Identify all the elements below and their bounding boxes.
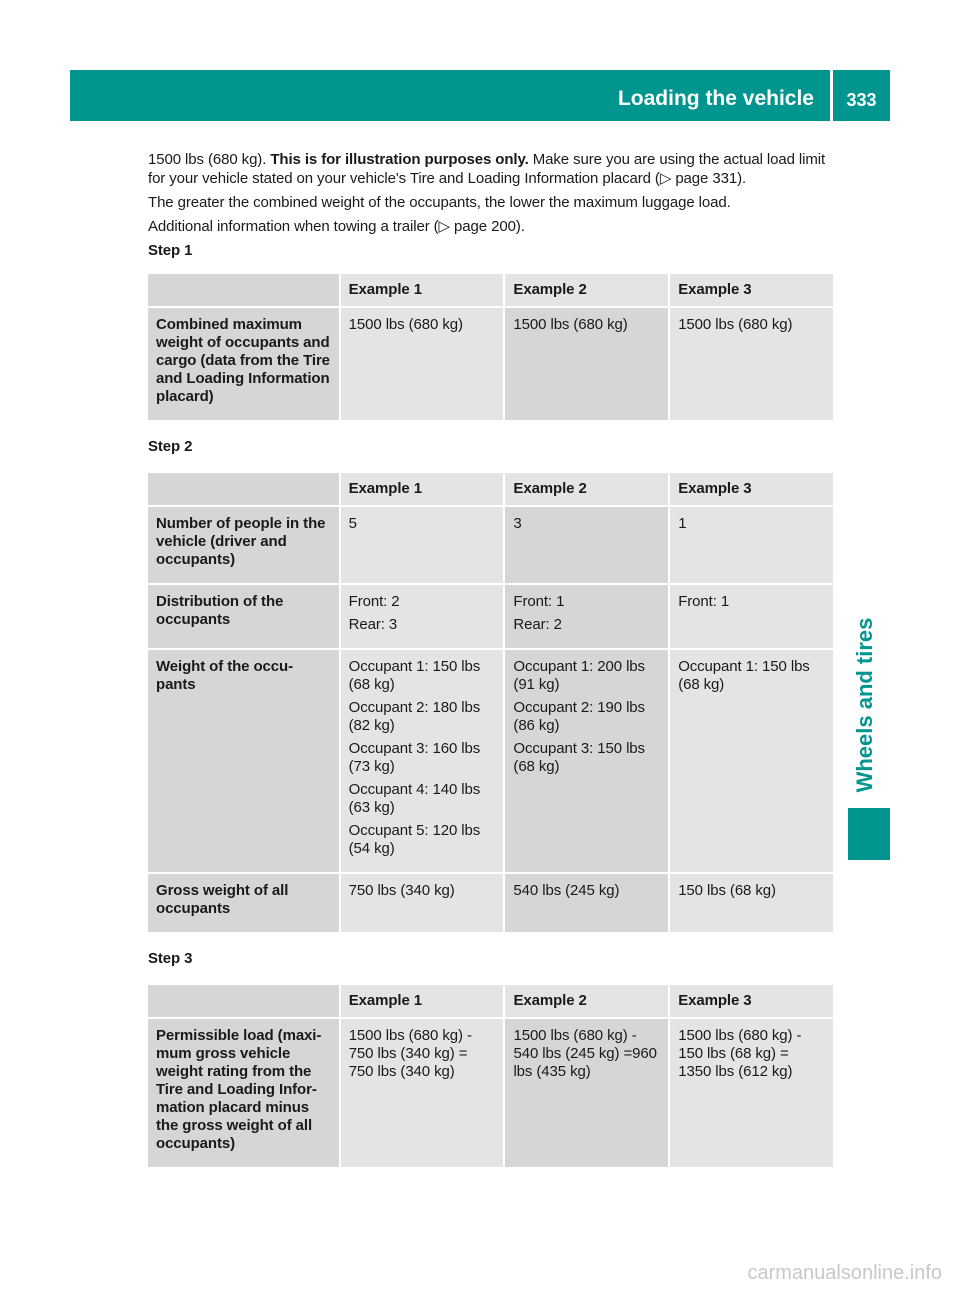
table-row <box>148 507 833 583</box>
table-cell <box>670 650 833 872</box>
step-3-table <box>146 983 835 1169</box>
side-tab-marker <box>848 808 890 860</box>
column-header: Example 2 <box>505 985 668 1017</box>
cell-line: Occupant 1: 150 lbs (68 kg) <box>348 658 481 693</box>
row-label: Permissible load (maxi-mum gross vehicle weight rating from the Tire and Loading Infor-mation placard minus the gross weight of all occupants) <box>148 1019 339 1167</box>
row-label: Distribution of the occupants <box>148 585 339 648</box>
intro-emphasis: This is for illustration purposes only. <box>270 151 529 168</box>
cell-line: Front: 1 <box>513 593 565 610</box>
table-header-row <box>148 274 833 306</box>
cell-line: 750 lbs (340 kg) <box>348 882 455 899</box>
table-header-row <box>148 985 833 1017</box>
column-header: Example 3 <box>670 473 833 505</box>
table-header-corner <box>148 985 339 1017</box>
table-row <box>148 308 833 420</box>
intro-rest: Make sure you are using the actual load limit for your vehicle stated on your vehicle's Tire and Loading Information placard (▷ page 331). <box>148 151 826 187</box>
cell-line: 1500 lbs (680 kg) <box>678 316 793 333</box>
table-cell <box>670 1019 833 1167</box>
cell-line: Front: 2 <box>348 593 400 610</box>
column-header: Example 3 <box>670 274 833 306</box>
table-cell <box>341 1019 504 1167</box>
cell-line: Occupant 1: 150 lbs (68 kg) <box>678 658 810 693</box>
page-content <box>148 150 838 1169</box>
table-cell <box>670 507 833 583</box>
cell-line: 5 <box>348 515 357 532</box>
cell-line: 150 lbs (68 kg) <box>678 882 776 899</box>
table-cell <box>341 585 504 648</box>
step-2-table <box>146 471 835 934</box>
cell-line: 540 lbs (245 kg) <box>513 882 620 899</box>
intro-lead: 1500 lbs (680 kg). <box>148 151 271 168</box>
step-3-label: Step 3 <box>148 950 193 967</box>
page-number: 333 <box>846 90 877 110</box>
column-header: Example 1 <box>341 274 504 306</box>
cell-line: Occupant 3: 160 lbs (73 kg) <box>348 740 481 775</box>
cell-line: Occupant 4: 140 lbs (63 kg) <box>348 781 481 816</box>
table-cell <box>341 308 504 420</box>
column-header: Example 1 <box>341 985 504 1017</box>
column-header: Example 2 <box>505 473 668 505</box>
cell-line: 1500 lbs (680 kg) <box>513 316 628 333</box>
table-header-corner <box>148 274 339 306</box>
cell-line: Occupant 5: 120 lbs (54 kg) <box>348 822 481 857</box>
table-cell <box>670 874 833 932</box>
row-label: Gross weight of all occupants <box>148 874 339 932</box>
table-cell <box>505 507 668 583</box>
table-cell <box>505 585 668 648</box>
cell-line: 1500 lbs (680 kg) <box>348 316 463 333</box>
intro-paragraph-1 <box>148 150 838 188</box>
table-row <box>148 1019 833 1167</box>
row-label: Weight of the occu-pants <box>148 650 339 872</box>
cell-line: Occupant 3: 150 lbs (68 kg) <box>513 740 645 775</box>
cell-line: Front: 1 <box>678 593 730 610</box>
table-cell <box>505 650 668 872</box>
cell-line: Rear: 2 <box>513 616 562 633</box>
cell-line: Occupant 2: 180 lbs (82 kg) <box>348 699 481 734</box>
row-label: Number of people in the vehicle (driver and occupants) <box>148 507 339 583</box>
table-cell <box>670 308 833 420</box>
table-cell <box>670 585 833 648</box>
cell-line: Occupant 2: 190 lbs (86 kg) <box>513 699 645 734</box>
section-title: Loading the vehicle <box>617 87 814 110</box>
table-row <box>148 874 833 932</box>
side-tab-label: Wheels and tires <box>852 617 877 793</box>
table-header-row <box>148 473 833 505</box>
table-cell <box>341 650 504 872</box>
cell-line: 1500 lbs (680 kg) - 750 lbs (340 kg) = 750 lbs (340 kg) <box>348 1027 472 1080</box>
table-cell <box>505 874 668 932</box>
cell-line: 1500 lbs (680 kg) - 540 lbs (245 kg) =960 lbs (435 kg) <box>513 1027 657 1080</box>
table-cell <box>505 1019 668 1167</box>
watermark: carmanualsonline.info <box>747 1262 942 1284</box>
column-header: Example 3 <box>670 985 833 1017</box>
column-header: Example 1 <box>341 473 504 505</box>
step-1-table <box>146 272 835 422</box>
row-label: Combined maximum weight of occupants and cargo (data from the Tire and Loading Information placard) <box>148 308 339 420</box>
table-header-corner <box>148 473 339 505</box>
cell-line: Rear: 3 <box>348 616 398 633</box>
cell-line: 3 <box>513 515 522 532</box>
step-2-label: Step 2 <box>148 438 193 455</box>
table-cell <box>341 507 504 583</box>
intro-paragraph-3: Additional information when towing a trailer (▷ page 200). <box>148 218 525 235</box>
cell-line: 1500 lbs (680 kg) - 150 lbs (68 kg) = 1350 lbs (612 kg) <box>678 1027 802 1080</box>
column-header: Example 2 <box>505 274 668 306</box>
table-cell <box>341 874 504 932</box>
table-cell <box>505 308 668 420</box>
cell-line: 1 <box>678 515 687 532</box>
step-1-label: Step 1 <box>148 242 193 259</box>
table-row <box>148 585 833 648</box>
table-row <box>148 650 833 872</box>
intro-paragraph-2: The greater the combined weight of the occupants, the lower the maximum luggage load. <box>148 194 731 211</box>
cell-line: Occupant 1: 200 lbs (91 kg) <box>513 658 645 693</box>
